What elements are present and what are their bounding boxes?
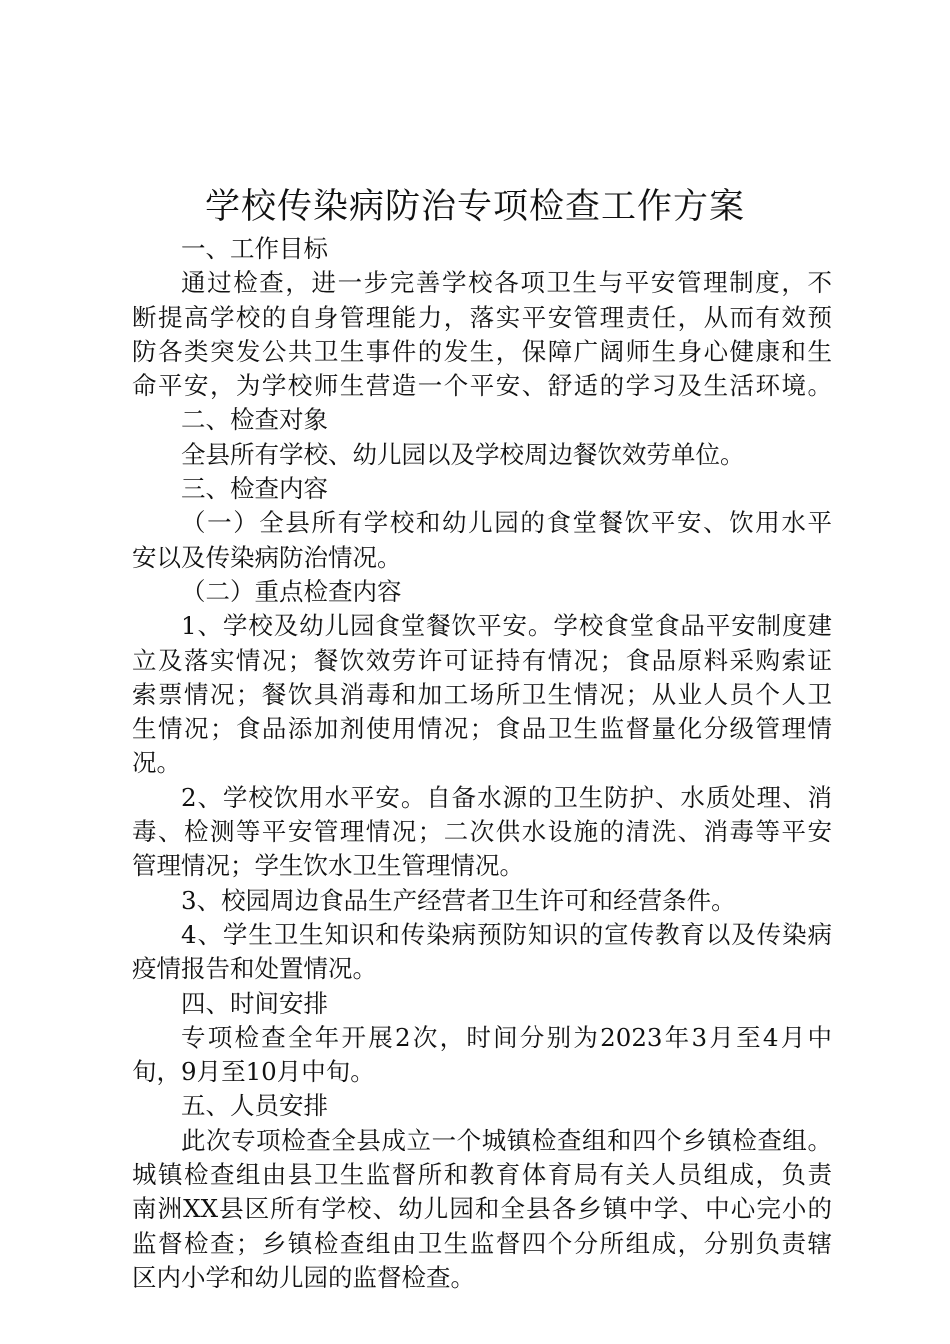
body-line: 生情况；食品添加剂使用情况；食品卫生监督量化分级管理情 [132, 714, 832, 744]
body-line: 五、人员安排 [181, 1091, 328, 1121]
body-line: 立及落实情况；餐饮效劳许可证持有情况；食品原料采购索证 [132, 645, 832, 675]
body-line: 疫情报告和处置情况。 [132, 954, 377, 984]
document-body [132, 232, 832, 1295]
body-line: 命平安，为学校师生营造一个平安、舒适的学习及生活环境。 [132, 371, 832, 401]
body-line: 索票情况；餐饮具消毒和加工场所卫生情况；从业人员个人卫 [132, 679, 832, 709]
body-line: （二）重点检查内容 [181, 576, 402, 606]
body-line: 此次专项检查全县成立一个城镇检查组和四个乡镇检查组。 [181, 1125, 832, 1155]
body-line: 旬，9月至10月中旬。 [132, 1057, 375, 1087]
body-line: 四、时间安排 [181, 988, 328, 1018]
body-line: 三、检查内容 [181, 474, 328, 504]
body-line: 一、工作目标 [181, 234, 328, 263]
body-line: 全县所有学校、幼儿园以及学校周边餐饮效劳单位。 [181, 439, 745, 469]
body-line: 2、学校饮用水平安。自备水源的卫生防护、水质处理、消 [181, 782, 832, 812]
body-line: 二、检查对象 [181, 405, 328, 435]
body-line: 4、学生卫生知识和传染病预防知识的宣传教育以及传染病 [181, 919, 832, 949]
body-line: 防各类突发公共卫生事件的发生，保障广阔师生身心健康和生 [132, 336, 832, 366]
body-line: 监督检查；乡镇检查组由卫生监督四个分所组成，分别负责辖 [132, 1228, 832, 1258]
body-line: 城镇检查组由县卫生监督所和教育体育局有关人员组成，负责 [132, 1160, 832, 1190]
body-line: 3、校园周边食品生产经营者卫生许可和经营条件。 [181, 885, 736, 915]
body-line: 南洲XX县区所有学校、幼儿园和全县各乡镇中学、中心完小的 [132, 1194, 832, 1224]
body-line: 断提高学校的自身管理能力，落实平安管理责任，从而有效预 [132, 302, 832, 332]
body-line: 区内小学和幼儿园的监督检查。 [132, 1262, 475, 1292]
body-line: 通过检查，进一步完善学校各项卫生与平安管理制度，不 [181, 268, 832, 298]
document-title: 学校传染病防治专项检查工作方案 [204, 187, 745, 227]
body-line: 安以及传染病防治情况。 [132, 542, 402, 572]
body-line: 管理情况；学生饮水卫生管理情况。 [132, 851, 524, 881]
body-line: 况。 [132, 748, 181, 778]
body-line: 专项检查全年开展2次，时间分别为2023年3月至4月中 [181, 1022, 832, 1052]
body-line: （一）全县所有学校和幼儿园的食堂餐饮平安、饮用水平 [181, 508, 832, 538]
body-line: 毒、检测等平安管理情况；二次供水设施的清洗、消毒等平安 [132, 817, 832, 847]
body-line: 1、学校及幼儿园食堂餐饮平安。学校食堂食品平安制度建 [181, 611, 832, 641]
